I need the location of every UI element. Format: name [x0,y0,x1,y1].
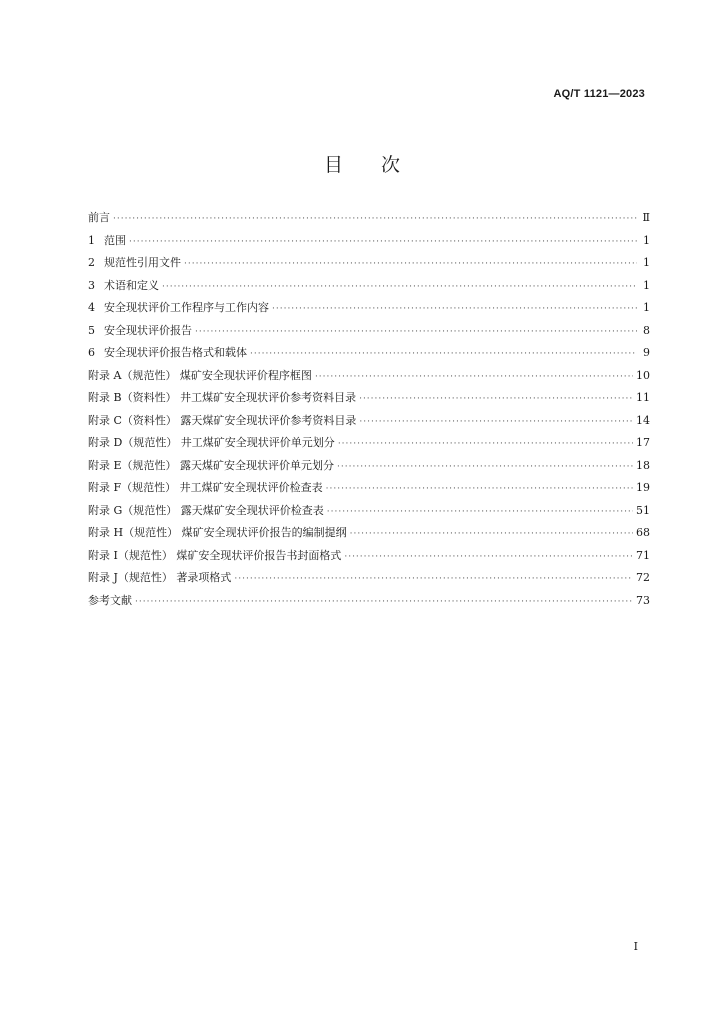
toc-entry-number: 5 [88,323,95,337]
toc-leader-dots [234,568,633,591]
toc-leader-dots [135,591,633,614]
standard-code: AQ/T 1121—2023 [553,88,645,100]
toc-entry-title: 附录 E（规范性） 露天煤矿安全现状评价单元划分 [88,458,335,472]
toc-entry-title: 参考文献 [88,593,132,607]
toc-entry-page: 18 [636,458,650,472]
toc-leader-dots [129,231,637,254]
toc-entry-page: 1 [643,256,650,269]
toc-list [88,207,650,612]
toc-entry-title: 规范性引用文件 [104,256,181,269]
toc-leader-dots [315,366,633,389]
toc-entry[interactable] [88,567,650,590]
toc-entry-page: 11 [636,391,650,404]
toc-entry[interactable] [88,207,650,230]
toc-entry-number: 4 [88,301,95,314]
toc-entry[interactable] [88,500,650,523]
toc-leader-dots [337,456,633,479]
toc-entry[interactable] [88,275,650,298]
toc-leader-dots [250,343,637,366]
toc-entry-page: 51 [636,503,650,517]
toc-entry[interactable] [88,252,650,275]
toc-entry-title: 附录 D（规范性） 井工煤矿安全现状评价单元划分 [88,436,335,449]
toc-entry-page: 68 [636,526,650,539]
toc-leader-dots [338,433,633,456]
toc-leader-dots [359,388,633,411]
toc-entry-page: 72 [636,571,650,584]
toc-leader-dots [326,478,633,501]
toc-entry-title: 附录 I（规范性） 煤矿安全现状评价报告书封面格式 [88,548,342,562]
toc-entry[interactable] [88,387,650,410]
toc-entry-page: 73 [636,593,650,607]
toc-entry-page: 19 [636,481,650,494]
toc-leader-dots [272,298,637,321]
toc-leader-dots [327,501,633,524]
toc-leader-dots [162,276,637,299]
toc-title [0,150,724,177]
toc-entry[interactable] [88,365,650,388]
toc-entry-page: 71 [636,548,650,562]
toc-leader-dots [344,546,633,569]
page-number: I [633,940,638,953]
toc-entry-page: 10 [636,368,650,382]
toc-entry[interactable] [88,320,650,343]
toc-leader-dots [195,321,637,344]
toc-entry[interactable] [88,477,650,500]
toc-entry-title: 附录 F（规范性） 井工煤矿安全现状评价检查表 [88,481,323,494]
toc-entry[interactable] [88,297,650,320]
toc-entry-page: Ⅱ [642,211,650,224]
toc-entry-number: 6 [88,346,95,359]
toc-entry[interactable] [88,432,650,455]
toc-entry-page: 17 [636,436,650,449]
toc-leader-dots [359,411,633,434]
toc-entry[interactable] [88,522,650,545]
toc-entry-title: 附录 B（资料性） 井工煤矿安全现状评价参考资料目录 [88,391,357,404]
toc-entry-title: 范围 [104,233,126,247]
toc-entry-title: 安全现状评价报告格式和载体 [104,346,247,359]
toc-leader-dots [350,523,633,546]
toc-entry-page: 14 [636,413,650,427]
toc-entry-page: 8 [643,323,650,337]
toc-entry-number: 3 [88,278,95,292]
toc-entry-title: 安全现状评价工作程序与工作内容 [104,301,269,314]
toc-entry-page: 1 [643,233,650,247]
toc-entry-title: 附录 G（规范性） 露天煤矿安全现状评价检查表 [88,503,324,517]
toc-entry[interactable] [88,342,650,365]
toc-entry-number: 1 [88,233,95,247]
toc-title-right: 次 [381,154,401,176]
toc-entry-title: 术语和定义 [104,278,159,292]
toc-entry-title: 前言 [88,211,110,224]
toc-entry-page: 9 [643,346,650,359]
toc-entry-title: 附录 C（资料性） 露天煤矿安全现状评价参考资料目录 [88,413,357,427]
toc-title-left: 目 [323,154,343,176]
toc-entry-number: 2 [88,256,95,269]
toc-entry-page: 1 [643,301,650,314]
toc-entry-page: 1 [643,278,650,292]
toc-entry[interactable] [88,410,650,433]
toc-entry-title: 安全现状评价报告 [104,323,192,337]
toc-entry[interactable] [88,545,650,568]
toc-entry[interactable] [88,230,650,253]
toc-entry-title: 附录 J（规范性） 著录项格式 [88,571,232,584]
toc-leader-dots [113,208,637,231]
toc-entry[interactable] [88,455,650,478]
toc-entry[interactable] [88,590,650,613]
toc-entry-title: 附录 A（规范性） 煤矿安全现状评价程序框图 [88,368,312,382]
toc-entry-title: 附录 H（规范性） 煤矿安全现状评价报告的编制提纲 [88,526,347,539]
toc-leader-dots [184,253,637,276]
